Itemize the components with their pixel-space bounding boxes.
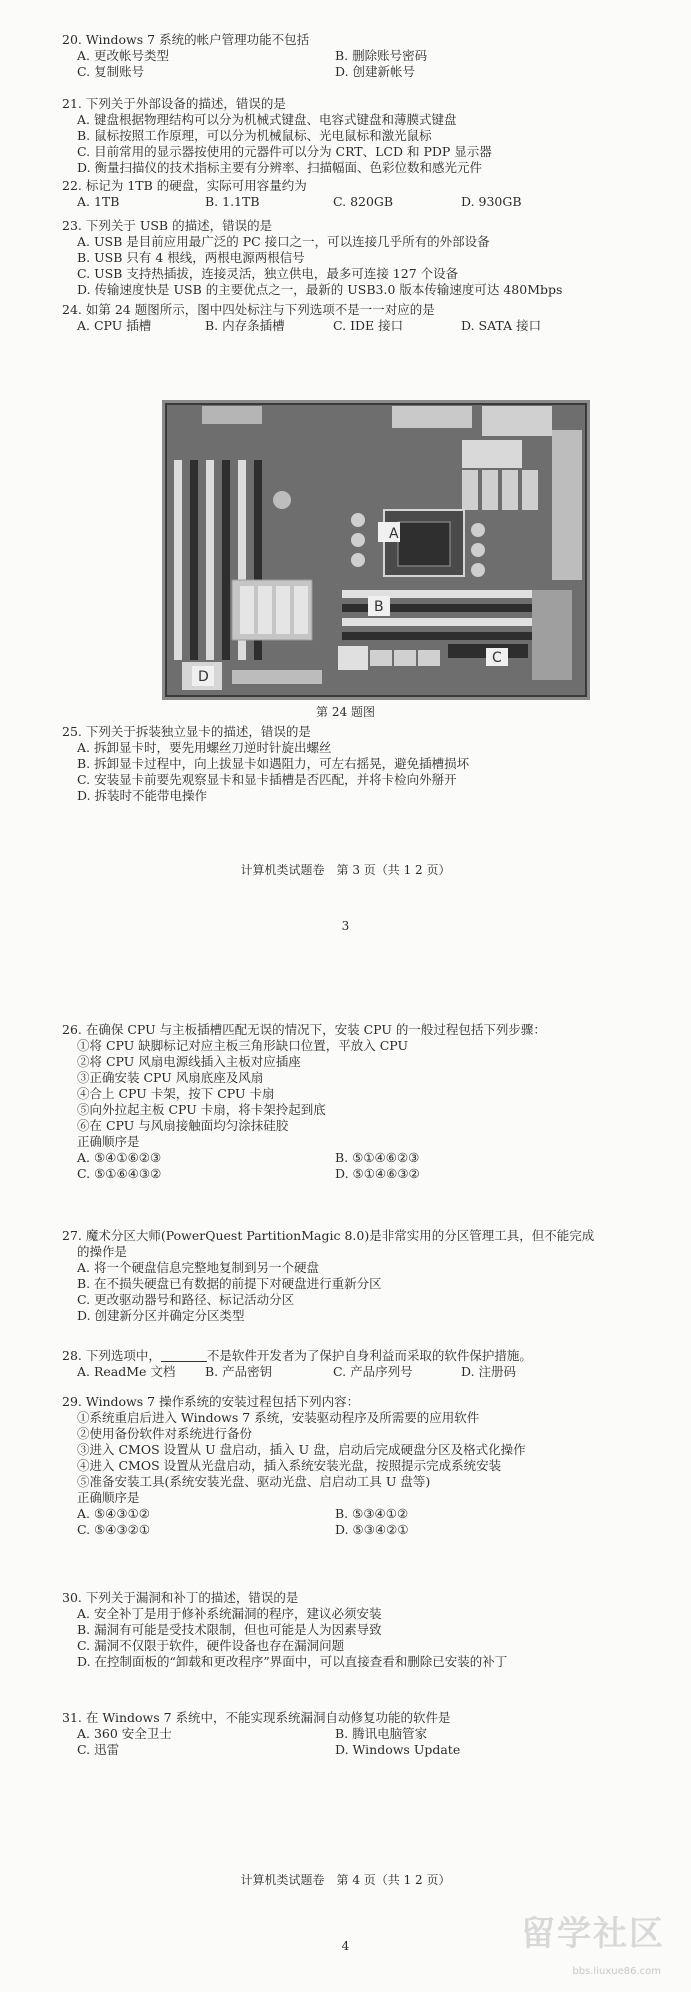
option-b: B. 产品密钥 (205, 1364, 273, 1379)
label-a: A (389, 526, 399, 542)
question-stem: 30. 下列关于漏洞和补丁的描述，错误的是 (62, 1590, 299, 1605)
option-d: D. 创建新分区并确定分区类型 (77, 1308, 245, 1323)
option-c: C. 目前常用的显示器按使用的元器件可以分为 CRT、LCD 和 PDP 显示器 (77, 144, 492, 159)
question-stem: 26. 在确保 CPU 与主板插槽匹配无误的情况下，安装 CPU 的一般过程包括下列步骤： (62, 1022, 546, 1037)
option-d: D. ⑤①④⑥③② (335, 1166, 420, 1181)
question-stem: 29. Windows 7 操作系统的安装过程包括下列内容： (62, 1394, 360, 1409)
question-30 (62, 1590, 651, 1670)
step-2: ②使用备份软件对系统进行备份 (77, 1426, 253, 1441)
step-4: ④进入 CMOS 设置从光盘启动，插入系统安装光盘，按照提示完成系统安装 (77, 1458, 502, 1473)
question-stem: 20. Windows 7 系统的帐户管理功能不包括 (62, 32, 310, 47)
page-footer: 计算机类试题卷 第 3 页（共 1 2 页） (240, 863, 451, 877)
option-a: A. 拆卸显卡时，要先用螺丝刀逆时针旋出螺丝 (77, 740, 332, 755)
option-d: D. 注册码 (461, 1364, 517, 1379)
option-c: C. ⑤④③②① (77, 1522, 151, 1537)
step-3: ③进入 CMOS 设置从 U 盘启动，插入 U 盘，启动后完成硬盘分区及格式化操作 (77, 1442, 526, 1457)
watermark-text: 留学社区 (521, 1914, 665, 1954)
question-28 (62, 1348, 651, 1380)
option-b: B. USB 只有 4 根线，两根电源两根信号 (77, 250, 305, 265)
question-27 (62, 1228, 651, 1324)
option-d: D. 创建新帐号 (335, 64, 416, 79)
question-stem: 23. 下列关于 USB 的描述，错误的是 (62, 218, 273, 233)
option-d: D. 拆装时不能带电操作 (77, 788, 208, 803)
option-c: C. 迅雷 (77, 1742, 120, 1757)
option-a: A. 360 安全卫士 (77, 1726, 172, 1741)
option-a: A. 1TB (77, 194, 120, 209)
step-5: ⑤向外拉起主板 CPU 卡扇，将卡架拎起到底 (77, 1102, 326, 1117)
watermark-logo (515, 1914, 675, 1977)
option-d: D. 传输速度快是 USB 的主要优点之一，最新的 USB3.0 版本传输速度可达 480Mbps (77, 282, 563, 297)
option-d: D. 在控制面板的“卸载和更改程序”界面中，可以直接查看和删除已安装的补丁 (77, 1654, 508, 1669)
question-stem: 31. 在 Windows 7 系统中，不能实现系统漏洞自动修复功能的软件是 (62, 1710, 451, 1725)
option-c: C. 漏洞不仅限于软件，硬件设备也存在漏洞问题 (77, 1638, 345, 1653)
option-c: C. 安装显卡前要先观察显卡和显卡插槽是否匹配，并将卡检向外掰开 (77, 772, 457, 787)
option-c: C. 更改驱动器号和路径、标记活动分区 (77, 1292, 295, 1307)
question-26 (62, 1022, 651, 1182)
option-b: B. 鼠标按照工作原理，可以分为机械鼠标、光电鼠标和激光鼠标 (77, 128, 432, 143)
option-b: B. 删除账号密码 (335, 48, 428, 63)
option-c: C. 产品序列号 (333, 1364, 413, 1379)
option-b: B. 拆卸显卡过程中，向上拔显卡如遇阻力，可左右摇晃，避免插槽损坏 (77, 756, 470, 771)
option-b: B. 腾讯电脑管家 (335, 1726, 428, 1741)
question-25 (62, 724, 651, 804)
watermark-url: bbs.liuxue86.com (572, 1966, 661, 1977)
option-a: A. ⑤④③①② (77, 1506, 151, 1521)
order-prompt: 正确顺序是 (77, 1134, 140, 1149)
option-d: D. Windows Update (335, 1742, 461, 1757)
option-d: D. 衡量扫描仪的技术指标主要有分辨率、扫描幅面、色彩位数和感光元件 (77, 160, 483, 175)
answer-blank (161, 1349, 207, 1362)
option-b: B. 1.1TB (205, 194, 260, 209)
order-prompt: 正确顺序是 (77, 1490, 140, 1505)
option-a: A. USB 是目前应用最广泛的 PC 接口之一，可以连接几乎所有的外部设备 (77, 234, 490, 249)
motherboard-figure (162, 400, 590, 700)
step-3: ③正确安装 CPU 风扇底座及风扇 (77, 1070, 264, 1085)
question-22 (62, 178, 651, 210)
step-5: ⑤准备安装工具(系统安装光盘、驱动光盘、启启动工具 U 盘等) (77, 1474, 431, 1489)
question-29 (62, 1394, 651, 1538)
label-c: C (492, 650, 502, 666)
option-c: C. 复制账号 (77, 64, 145, 79)
question-stem: 21. 下列关于外部设备的描述，错误的是 (62, 96, 286, 111)
question-stem: 25. 下列关于拆装独立显卡的描述，错误的是 (62, 724, 311, 739)
step-6: ⑥在 CPU 与风扇接触面均匀涂抹硅胶 (77, 1118, 289, 1133)
question-24 (62, 302, 651, 334)
step-4: ④合上 CPU 卡架，按下 CPU 卡扇 (77, 1086, 275, 1101)
question-stem: 22. 标记为 1TB 的硬盘，实际可用容量约为 (62, 178, 307, 193)
option-a: A. CPU 插槽 (77, 318, 152, 333)
step-1: ①将 CPU 缺脚标记对应主板三角形缺口位置，平放入 CPU (77, 1038, 409, 1053)
option-b: B. ⑤③④①② (335, 1506, 409, 1521)
option-c: C. IDE 接口 (333, 318, 404, 333)
question-31 (62, 1710, 651, 1758)
option-a: A. 更改帐号类型 (77, 48, 169, 63)
question-stem: 27. 魔术分区大师(PowerQuest PartitionMagic 8.0)是非常实用的分区管理工具，但不能完成 (62, 1228, 595, 1243)
question-stem: 24. 如第 24 题图所示，图中四处标注与下列选项不是一一对应的是 (62, 302, 435, 317)
figure-caption: 第 24 题图 (316, 705, 375, 719)
question-23 (62, 218, 651, 298)
option-b: B. 在不损失硬盘已有数据的前提下对硬盘进行重新分区 (77, 1276, 382, 1291)
option-a: A. 将一个硬盘信息完整地复制到另一个硬盘 (77, 1260, 319, 1275)
option-c: C. USB 支持热插拔，连接灵活，独立供电，最多可连接 127 个设备 (77, 266, 459, 281)
option-a: A. 键盘根据物理结构可以分为机械式键盘、电容式键盘和薄膜式键盘 (77, 112, 457, 127)
step-2: ②将 CPU 风扇电源线插入主板对应插座 (77, 1054, 301, 1069)
page-number: 4 (341, 1939, 350, 1953)
label-d: D (198, 669, 209, 685)
option-b: B. ⑤①④⑥②③ (335, 1150, 420, 1165)
page-number: 3 (341, 919, 350, 933)
step-1: ①系统重启后进入 Windows 7 系统，安装驱动程序及所需要的应用软件 (77, 1410, 480, 1425)
question-20 (62, 32, 651, 80)
question-stem: 28. 下列选项中， (62, 1348, 161, 1363)
option-a: A. ReadMe 文档 (77, 1364, 176, 1379)
option-d: D. ⑤③④②① (335, 1522, 409, 1537)
option-b: B. 漏洞有可能是受技术限制，但也可能是人为因素导致 (77, 1622, 382, 1637)
option-a: A. 安全补丁是用于修补系统漏洞的程序，建议必须安装 (77, 1606, 382, 1621)
option-d: D. 930GB (461, 194, 522, 209)
question-stem-cont: 不是软件开发者为了保护自身利益而采取的软件保护措施。 (206, 1348, 532, 1363)
question-stem-cont: 的操作是 (77, 1244, 128, 1259)
option-c: C. ⑤①⑥④③② (77, 1166, 162, 1181)
label-b: B (374, 599, 384, 615)
question-21 (62, 96, 651, 176)
option-b: B. 内存条插槽 (205, 318, 285, 333)
page-footer: 计算机类试题卷 第 4 页（共 1 2 页） (240, 1873, 451, 1887)
option-a: A. ⑤④①⑥②③ (77, 1150, 162, 1165)
option-c: C. 820GB (333, 194, 394, 209)
option-d: D. SATA 接口 (461, 318, 542, 333)
